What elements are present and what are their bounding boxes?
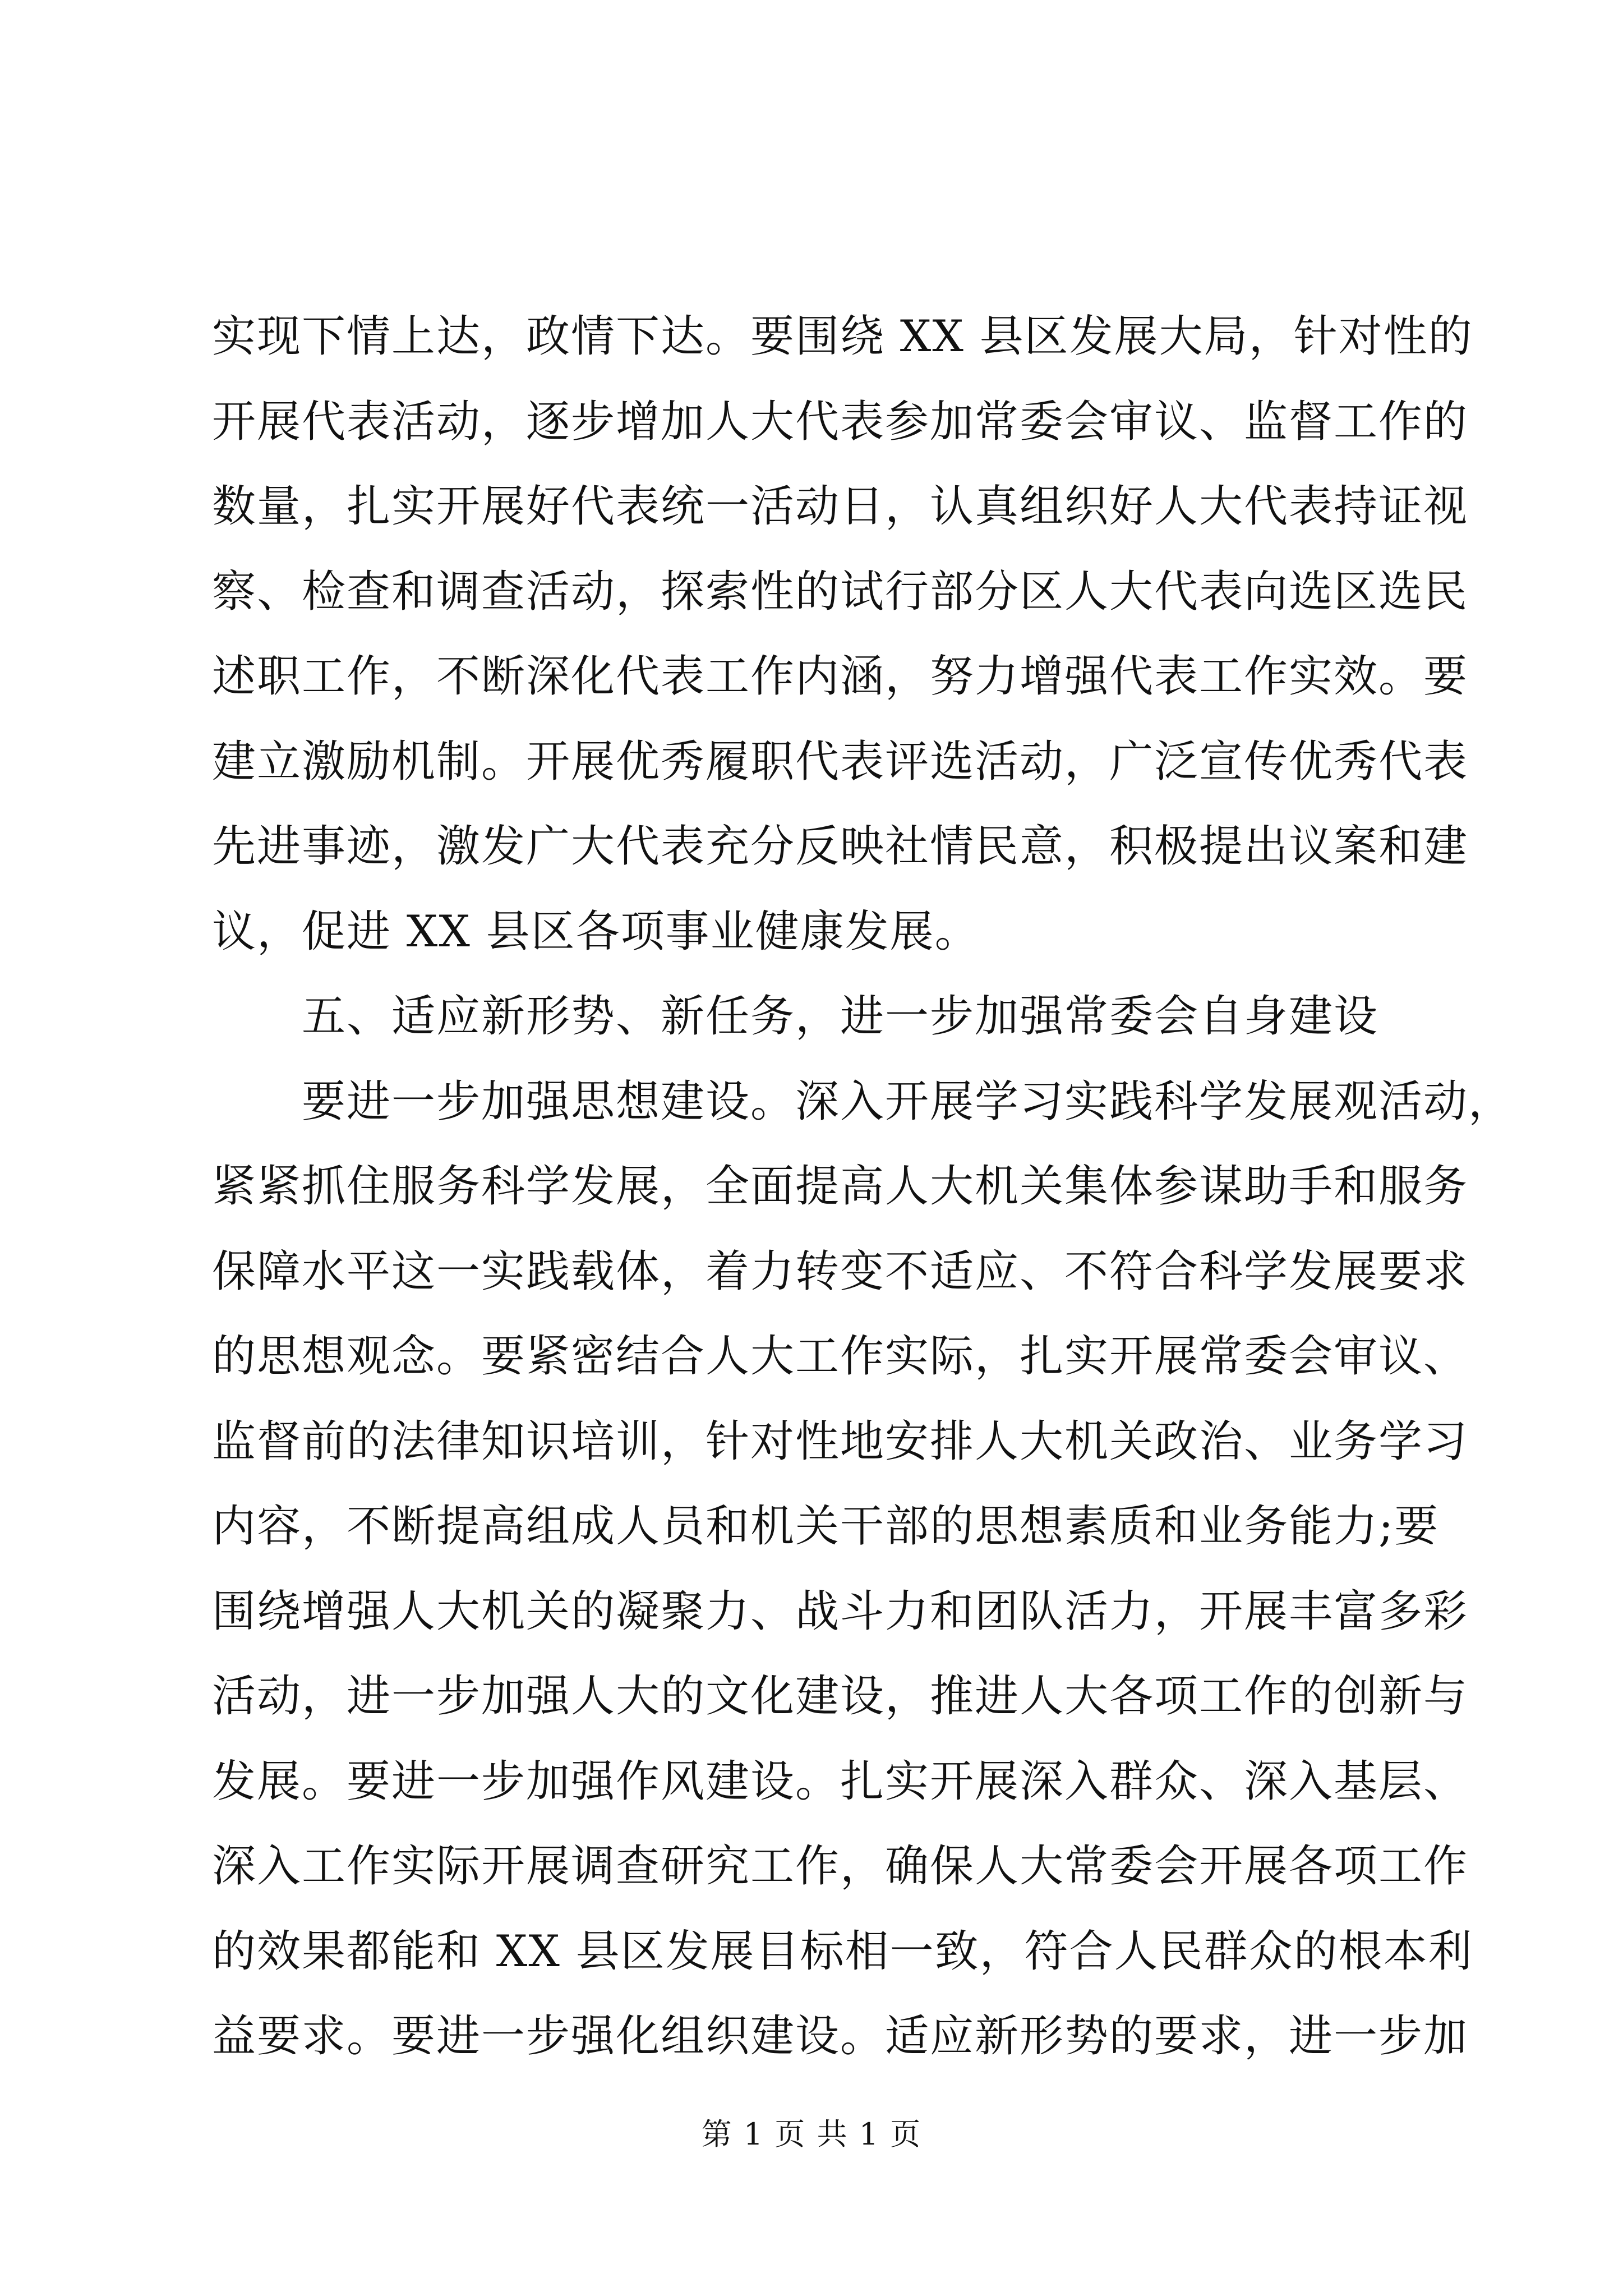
text-line: 发展。要进一步加强作风建设。扎实开展深入群众、深入基层、 bbox=[212, 1756, 1469, 1807]
text-line: 内容，不断提高组成人员和机关干部的思想素质和业务能力;要 bbox=[212, 1501, 1440, 1552]
text-line: 紧紧抓住服务科学发展，全面提高人大机关集体参谋助手和服务 bbox=[212, 1161, 1469, 1212]
text-line: 述职工作，不断深化代表工作内涵，努力增强代表工作实效。要 bbox=[212, 651, 1469, 702]
text-line: 益要求。要进一步强化组织建设。适应新形势的要求，进一步加 bbox=[212, 2011, 1469, 2062]
text-line: 实现下情上达，政情下达。要围绕 XX 县区发展大局，针对性的 bbox=[212, 311, 1473, 362]
text-line: 的效果都能和 XX 县区发展目标相一致，符合人民群众的根本利 bbox=[212, 1926, 1473, 1977]
text-line: 数量，扎实开展好代表统一活动日，认真组织好人大代表持证视 bbox=[212, 481, 1469, 532]
text-line: 察、检查和调查活动，探索性的试行部分区人大代表向选区选民 bbox=[212, 566, 1469, 617]
text-line: 开展代表活动，逐步增加人大代表参加常委会审议、监督工作的 bbox=[212, 396, 1469, 447]
text-line: 先进事迹，激发广大代表充分反映社情民意，积极提出议案和建 bbox=[212, 821, 1469, 872]
text-line: 要进一步加强思想建设。深入开展学习实践科学发展观活动， bbox=[302, 1076, 1514, 1127]
text-line: 的思想观念。要紧密结合人大工作实际，扎实开展常委会审议、 bbox=[212, 1331, 1469, 1382]
text-line: 围绕增强人大机关的凝聚力、战斗力和团队活力，开展丰富多彩 bbox=[212, 1586, 1469, 1637]
text-line: 深入工作实际开展调查研究工作，确保人大常委会开展各项工作 bbox=[212, 1841, 1469, 1892]
text-line: 保障水平这一实践载体，着力转变不适应、不符合科学发展要求 bbox=[212, 1246, 1469, 1297]
text-line: 议，促进 XX 县区各项事业健康发展。 bbox=[212, 906, 980, 957]
text-line: 活动，进一步加强人大的文化建设，推进人大各项工作的创新与 bbox=[212, 1671, 1469, 1722]
section-heading: 五、适应新形势、新任务，进一步加强常委会自身建设 bbox=[302, 991, 1379, 1042]
text-line: 监督前的法律知识培训，针对性地安排人大机关政治、业务学习 bbox=[212, 1416, 1469, 1467]
page-number-footer: 第 1 页 共 1 页 bbox=[701, 2116, 922, 2152]
text-line: 建立激励机制。开展优秀履职代表评选活动，广泛宣传优秀代表 bbox=[212, 736, 1469, 787]
document-body bbox=[212, 295, 1514, 2079]
